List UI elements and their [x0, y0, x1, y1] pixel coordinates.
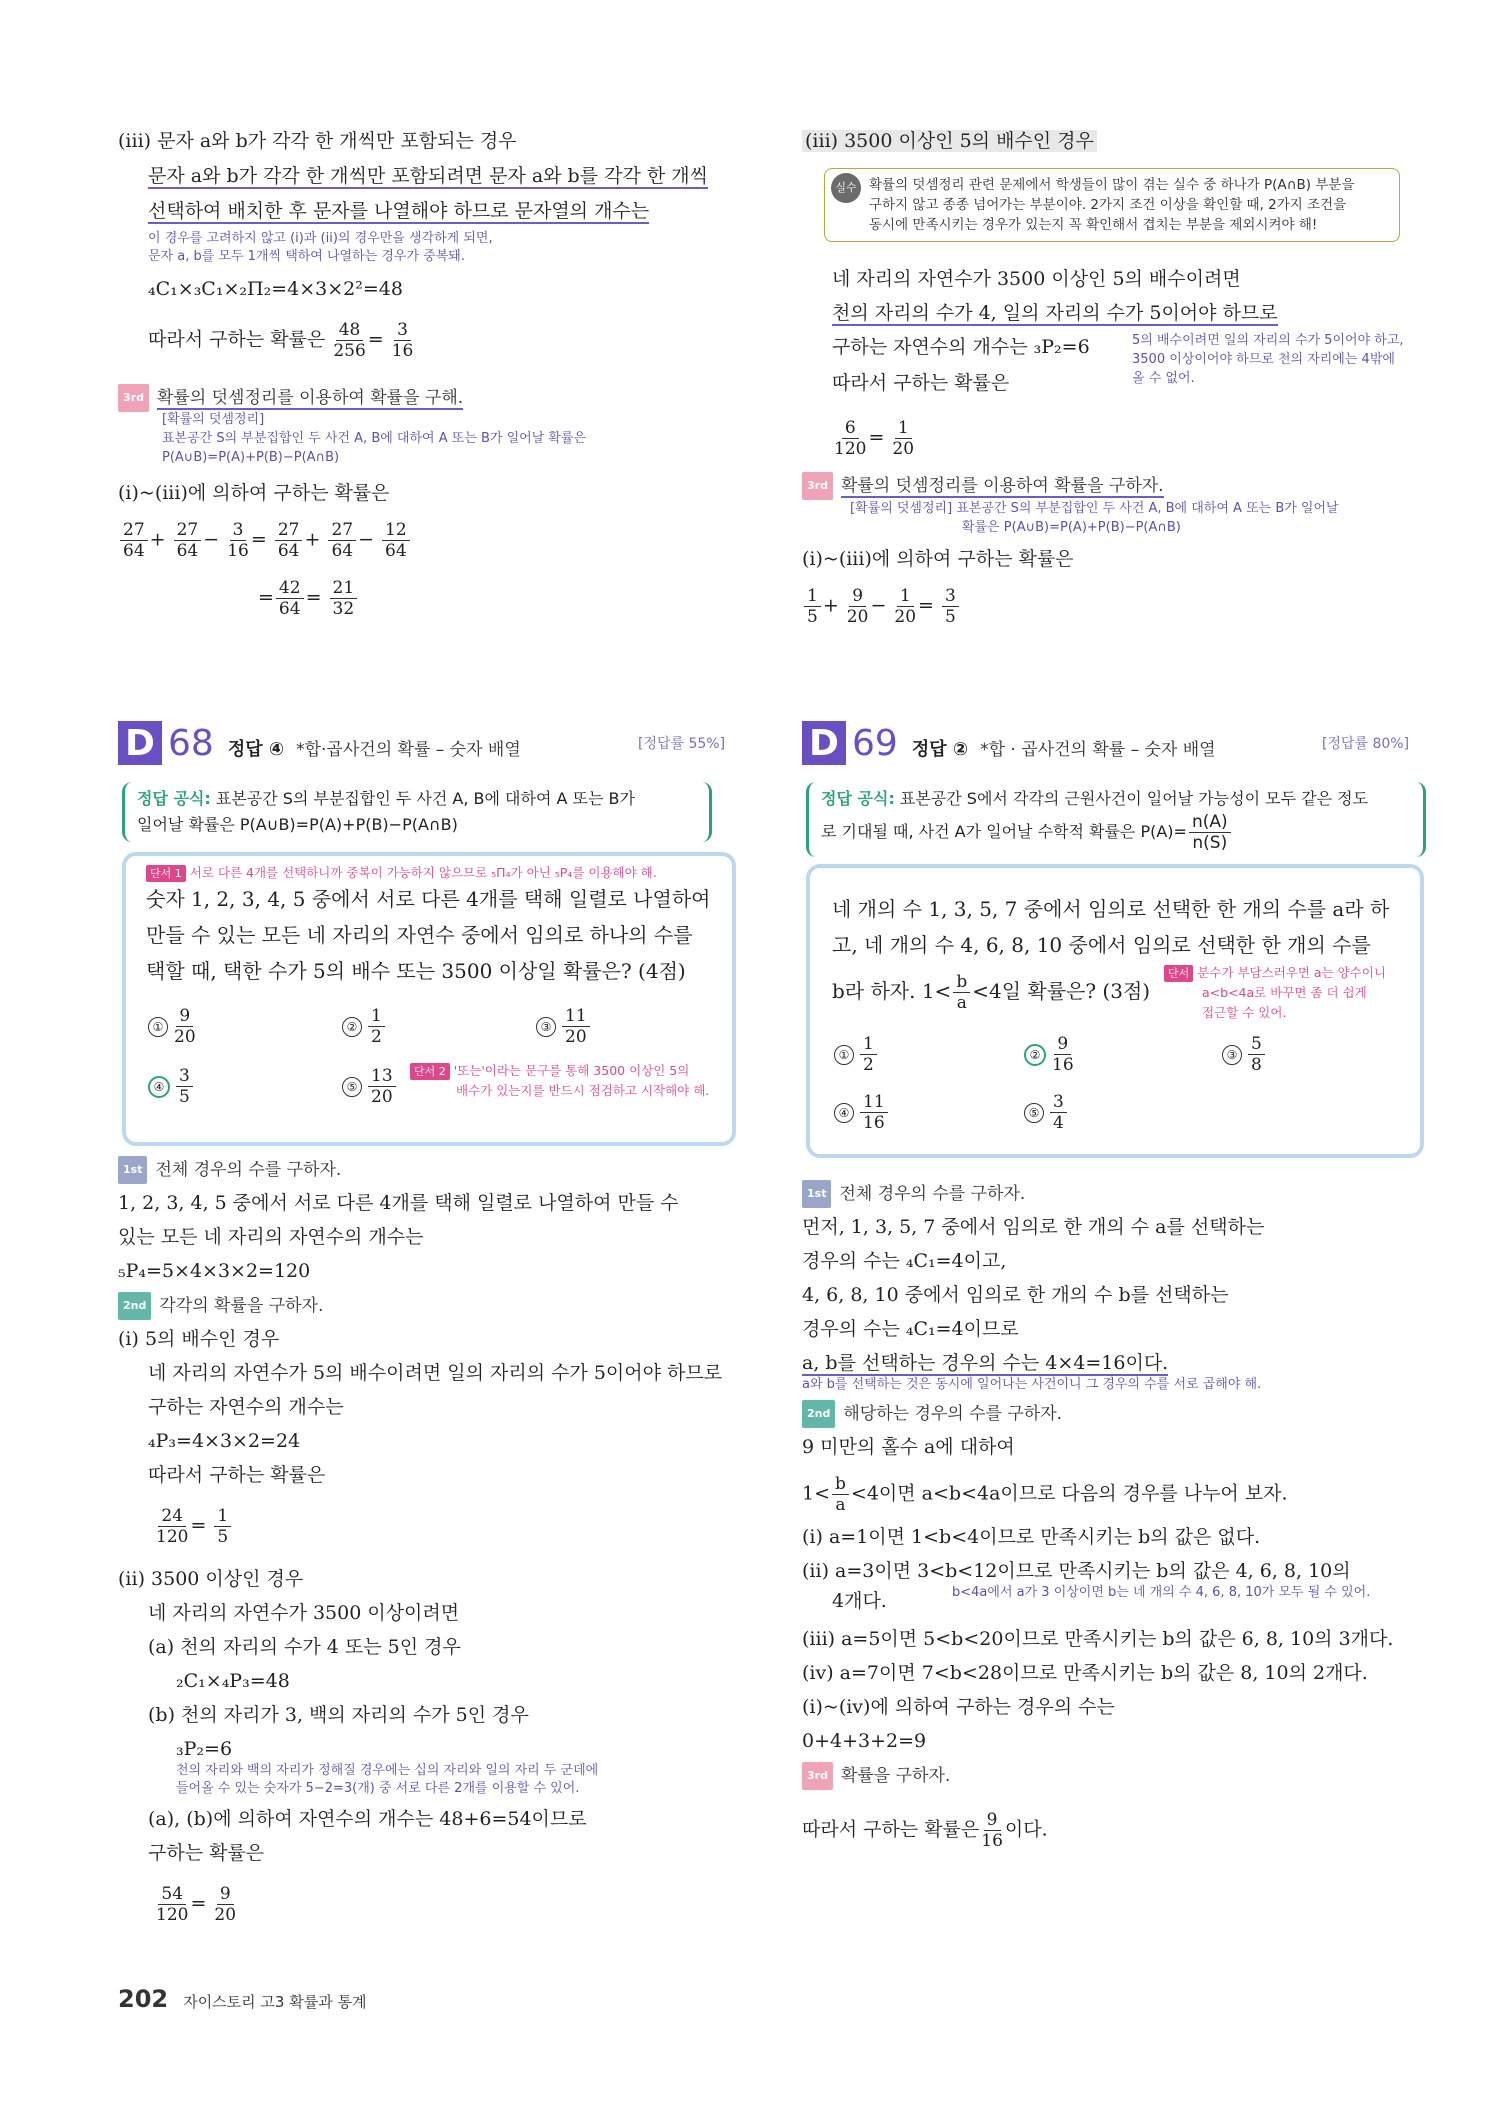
book-title: 자이스토리 고3 확률과 통계	[183, 1993, 367, 2011]
q68-hint2-line2: 배수가 있는지를 반드시 점검하고 시작해야 해.	[456, 1083, 710, 1098]
q69-case1: (i) a=1이면 1<b<4이므로 만족시키는 b의 값은 없다.	[802, 1526, 1261, 1548]
q68-choice-1[interactable]: ① $\frac{9}{20}$	[148, 1006, 198, 1047]
q69-sum: 0+4+3+2=9	[802, 1730, 927, 1752]
q69-topic: *합 · 곱사건의 확률 – 숫자 배열	[980, 740, 1216, 760]
q69-answer: 정답 ②	[911, 739, 969, 760]
q69-s2-line2: 1< $\frac{b}{a}$ <4이면 a<b<4a이므로 다음의 경우를 나누어 보자.	[802, 1474, 1288, 1515]
q69-rate: [정답률 80%]	[1322, 736, 1410, 752]
right-line3: 구하는 자연수의 개수는 ₃P₂=6	[832, 336, 1090, 358]
q68-number: 68	[168, 723, 214, 764]
right-line1: 네 자리의 자연수가 3500 이상인 5의 배수이려면	[832, 268, 1241, 290]
q69-q-line3: b라 하자. 1< $\frac{b}{a}$ <4일 확률은? (3점)	[832, 972, 1151, 1013]
q68-badge: D	[118, 721, 162, 765]
right-frac: $\frac{6}{120}$ = $\frac{1}{20}$	[834, 418, 915, 459]
rule-line2: P(A∪B)=P(A)+P(B)−P(A∩B)	[162, 450, 340, 465]
q69-formula-box: 정답 공식: 표본공간 S에서 각각의 근원사건이 일어날 가능성이 모두 같은 정도 로 기대될 때, 사건 A가 일어날 수학적 확률은 P(A)= $\frac{n(A)}{n(S)}$	[806, 782, 1426, 857]
q68-case2-b-calc: ₃P₂=6	[176, 1738, 233, 1760]
q68-case2-b-note1: 천의 자리와 백의 자리가 정해질 경우에는 십의 자리와 일의 자리 두 군데에	[176, 1763, 599, 1778]
prob-line: 따라서 구하는 확률은 $\frac{48}{256}$ = $\frac{3}{16}$	[148, 320, 414, 361]
q68-case1-line2: 구하는 자연수의 개수는	[148, 1396, 344, 1418]
side-note2: 3500 이상이어야 하므로 천의 자리에는 4밖에	[1132, 352, 1395, 367]
q68-choice-5[interactable]: ⑤ $\frac{13}{20}$	[342, 1066, 398, 1107]
sum-equation2: = $\frac{42}{64}$ = $\frac{21}{32}$	[258, 578, 359, 619]
q68-case2-b: (b) 천의 자리가 3, 백의 자리의 수가 5인 경우	[148, 1704, 529, 1726]
q68-case1-line1: 네 자리의 자연수가 5의 배수이려면 일의 자리의 수가 5이어야 하므로	[148, 1362, 723, 1384]
q68-q-line1: 숫자 1, 2, 3, 4, 5 중에서 서로 다른 4개를 택해 일렬로 나열하여	[146, 887, 711, 911]
q68-s1-line1: 1, 2, 3, 4, 5 중에서 서로 다른 4개를 택해 일렬로 나열하여 만들 수	[118, 1192, 679, 1214]
q69-s1-line3: 4, 6, 8, 10 중에서 임의로 한 개의 수 b를 선택하는	[802, 1284, 1229, 1306]
q69-s1-line4: 경우의 수는 ₄C₁=4이므로	[802, 1318, 1019, 1340]
q68-formula-box: 정답 공식: 표본공간 S의 부분집합인 두 사건 A, B에 대하여 A 또는 B가 일어날 확률은 P(A∪B)=P(A)+P(B)−P(A∩B)	[122, 782, 712, 842]
q69-step2-heading: 2nd 해당하는 경우의 수를 구하자.	[802, 1400, 1062, 1428]
q68-case2-a: (a) 천의 자리의 수가 4 또는 5인 경우	[148, 1636, 461, 1658]
q69-case2b: 4개다.	[832, 1590, 887, 1612]
q68-q-line3: 택할 때, 택한 수가 5의 배수 또는 3500 이상일 확률은? (4점)	[146, 959, 686, 983]
q69-choice-1[interactable]: ① $\frac{1}{2}$	[834, 1034, 879, 1075]
q68-topic: *합·곱사건의 확률 – 숫자 배열	[296, 740, 521, 760]
q69-question-box	[806, 864, 1424, 1158]
rule-line1: 표본공간 S의 부분집합인 두 사건 A, B에 대하여 A 또는 B가 일어날 확률은	[162, 431, 587, 446]
right-step3-heading: 3rd 확률의 덧셈정리를 이용하여 확률을 구하자.	[802, 472, 1164, 500]
q68-case1-title: (i) 5의 배수인 경우	[118, 1328, 280, 1350]
q69-q-line2: 고, 네 개의 수 4, 6, 8, 10 중에서 임의로 선택한 한 개의 수를	[832, 933, 1371, 957]
q69-step3-heading: 3rd 확률을 구하자.	[802, 1762, 950, 1790]
right-rule2: 확률은 P(A∪B)=P(A)+P(B)−P(A∩B)	[962, 520, 1181, 535]
case3-title-right: (iii) 3500 이상인 5의 배수인 경우	[802, 128, 1097, 154]
note-line1: 이 경우를 고려하지 않고 (i)과 (ii)의 경우만을 생각하게 되면,	[148, 231, 493, 246]
q69-choice-4[interactable]: ④ $\frac{11}{16}$	[834, 1092, 890, 1133]
right-by: (i)~(iii)에 의하여 구하는 확률은	[802, 548, 1074, 570]
q68-case2-prob: 구하는 확률은	[148, 1842, 265, 1864]
q68-rate: [정답률 55%]	[638, 736, 726, 752]
q68-q-line2: 만들 수 있는 모든 네 자리의 자연수 중에서 임의로 하나의 수를	[146, 923, 693, 947]
q69-q-line1: 네 개의 수 1, 3, 5, 7 중에서 임의로 선택한 한 개의 수를 a라 하	[832, 897, 1390, 921]
q69-choice-2[interactable]: ② $\frac{9}{16}$	[1024, 1034, 1076, 1075]
q69-step1-heading: 1st 전체 경우의 수를 구하자.	[802, 1180, 1025, 1208]
q69-case3: (iii) a=5이면 5<b<20이므로 만족시키는 b의 값은 6, 8, 10의 3개다.	[802, 1628, 1394, 1650]
by-line: (i)~(iii)에 의하여 구하는 확률은	[118, 482, 390, 504]
q68-question-box	[122, 852, 736, 1146]
q68-s1-line2: 있는 모든 네 자리의 자연수의 개수는	[118, 1226, 424, 1248]
q68-hint2-line1: 단서 2 '또는'이라는 문구를 통해 3500 이상인 5의	[410, 1062, 689, 1080]
q69-s1-line2: 경우의 수는 ₄C₁=4이고,	[802, 1250, 1007, 1272]
side-note1: 5의 배수이려면 일의 자리의 수가 5이어야 하고,	[1132, 333, 1404, 348]
q69-hint-line3: 접근할 수 있어.	[1202, 1005, 1287, 1020]
q69-choice-5[interactable]: ⑤ $\frac{3}{4}$	[1024, 1092, 1069, 1133]
right-sum-eq: $\frac{1}{5}$ + $\frac{9}{20}$ − $\frac{1}{20}$ = $\frac{3}{5}$	[802, 586, 961, 627]
q68-header	[118, 720, 726, 774]
calc-line: ₄C₁×₃C₁×₂Π₂=4×3×2²=48	[148, 278, 403, 300]
warning-line1: 확률의 덧셈정리 관련 문제에서 학생들이 많이 겪는 실수 중 하나가 P(A∩B) 부분을	[869, 177, 1355, 193]
q69-final: 따라서 구하는 확률은 $\frac{9}{16}$ 이다.	[802, 1810, 1048, 1851]
sum-equation1: $\frac{27}{64}$ + $\frac{27}{64}$ − $\frac{3}{16}$ = $\frac{27}{64}$ + $\frac{27}{64}$ − $\frac{12}{64}$	[118, 520, 412, 561]
q68-step1-heading: 1st 전체 경우의 수를 구하자.	[118, 1156, 341, 1184]
right-line2: 천의 자리의 수가 4, 일의 자리의 수가 5이어야 하므로	[832, 302, 1278, 324]
warning-line2: 구하지 않고 종종 넘어가는 부분이야. 2가지 조건 이상을 확인할 때, 2가지 조건을	[869, 197, 1347, 213]
q68-case2-line1: 네 자리의 자연수가 3500 이상이려면	[148, 1602, 460, 1624]
q68-case2-title: (ii) 3500 이상인 경우	[118, 1568, 304, 1590]
case3-title: (iii) 문자 a와 b가 각각 한 개씩만 포함되는 경우	[118, 130, 517, 152]
q68-step2-heading: 2nd 각각의 확률을 구하자.	[118, 1292, 323, 1320]
q69-number: 69	[852, 723, 898, 764]
q69-case2-note: b<4a에서 a가 3 이상이면 b는 네 개의 수 4, 6, 8, 10가 모두 될 수 있어.	[952, 1585, 1371, 1600]
q69-s2-line1: 9 미만의 홀수 a에 대하여	[802, 1436, 1015, 1458]
q69-badge: D	[802, 721, 846, 765]
q69-choice-3[interactable]: ③ $\frac{5}{8}$	[1222, 1034, 1267, 1075]
case3-line2: 선택하여 배치한 후 문자를 나열해야 하므로 문자열의 개수는	[148, 200, 650, 222]
q68-case1-line3: ₄P₃=4×3×2=24	[148, 1430, 301, 1452]
step3-heading: 3rd 확률의 덧셈정리를 이용하여 확률을 구해.	[118, 384, 463, 412]
q69-case4: (iv) a=7이면 7<b<28이므로 만족시키는 b의 값은 8, 10의 2개다.	[802, 1662, 1368, 1684]
case3-line1: 문자 a와 b가 각각 한 개씩만 포함되려면 문자 a와 b를 각각 한 개씩	[148, 165, 708, 187]
q68-case2-a-calc: ₂C₁×₄P₃=48	[176, 1670, 290, 1692]
q68-choice-4[interactable]: ④ $\frac{3}{5}$	[148, 1066, 195, 1107]
q68-case2-frac: $\frac{54}{120}$ = $\frac{9}{20}$	[156, 1884, 237, 1925]
q68-hint1: 단서 1 서로 다른 4개를 선택하니까 중복이 가능하지 않으므로 ₅Π₄가 아닌 ₅P₄를 이용해야 해.	[146, 864, 657, 882]
warning-badge: 실수	[831, 173, 861, 203]
q69-hint-line2: a<b<4a로 바꾸면 좀 더 쉽게	[1202, 985, 1367, 1000]
q68-s1-line3: ₅P₄=5×4×3×2=120	[118, 1260, 311, 1282]
q69-by: (i)~(iv)에 의하여 구하는 경우의 수는	[802, 1696, 1115, 1718]
right-line4: 따라서 구하는 확률은	[832, 372, 1010, 394]
q68-answer: 정답 ④	[227, 739, 285, 760]
q69-s1-note: a와 b를 선택하는 것은 동시에 일어나는 사건이니 그 경우의 수를 서로 곱해야 해.	[802, 1377, 1262, 1392]
warning-line3: 동시에 만족시키는 경우가 있는지 꼭 확인해서 겹치는 부분을 제외시켜야 해!	[869, 217, 1318, 233]
page-footer	[118, 1985, 366, 2013]
q68-case2-sum: (a), (b)에 의하여 자연수의 개수는 48+6=54이므로	[148, 1808, 587, 1830]
q68-case1-line4: 따라서 구하는 확률은	[148, 1464, 326, 1486]
q69-case2: (ii) a=3이면 3<b<12이므로 만족시키는 b의 값은 4, 6, 8, 10의	[802, 1560, 1351, 1582]
q69-hint-line1: 단서 분수가 부담스러우면 a는 양수이니	[1164, 964, 1386, 982]
q68-choice-2[interactable]: ② $\frac{1}{2}$	[342, 1006, 387, 1047]
right-rule1: [확률의 덧셈정리] 표본공간 S의 부분집합인 두 사건 A, B에 대하여 A 또는 B가 일어날	[850, 501, 1339, 516]
q69-s1-line5: a, b를 선택하는 경우의 수는 4×4=16이다.	[802, 1352, 1169, 1374]
page-number: 202	[118, 1985, 169, 2013]
warning-box	[824, 168, 1400, 242]
side-note3: 올 수 없어.	[1132, 371, 1195, 386]
q69-header	[802, 720, 1410, 774]
note-line2: 문자 a, b를 모두 1개씩 택하여 나열하는 경우가 중복돼.	[148, 249, 465, 264]
rule-head: [확률의 덧셈정리]	[162, 412, 265, 427]
q69-s1-line1: 먼저, 1, 3, 5, 7 중에서 임의로 한 개의 수 a를 선택하는	[802, 1216, 1265, 1238]
q68-case2-b-note2: 들어올 수 있는 숫자가 5−2=3(개) 중 서로 다른 2개를 이용할 수 있어.	[176, 1781, 580, 1796]
q68-case1-frac: $\frac{24}{120}$ = $\frac{1}{5}$	[154, 1506, 233, 1547]
q68-choice-3[interactable]: ③ $\frac{11}{20}$	[536, 1006, 592, 1047]
